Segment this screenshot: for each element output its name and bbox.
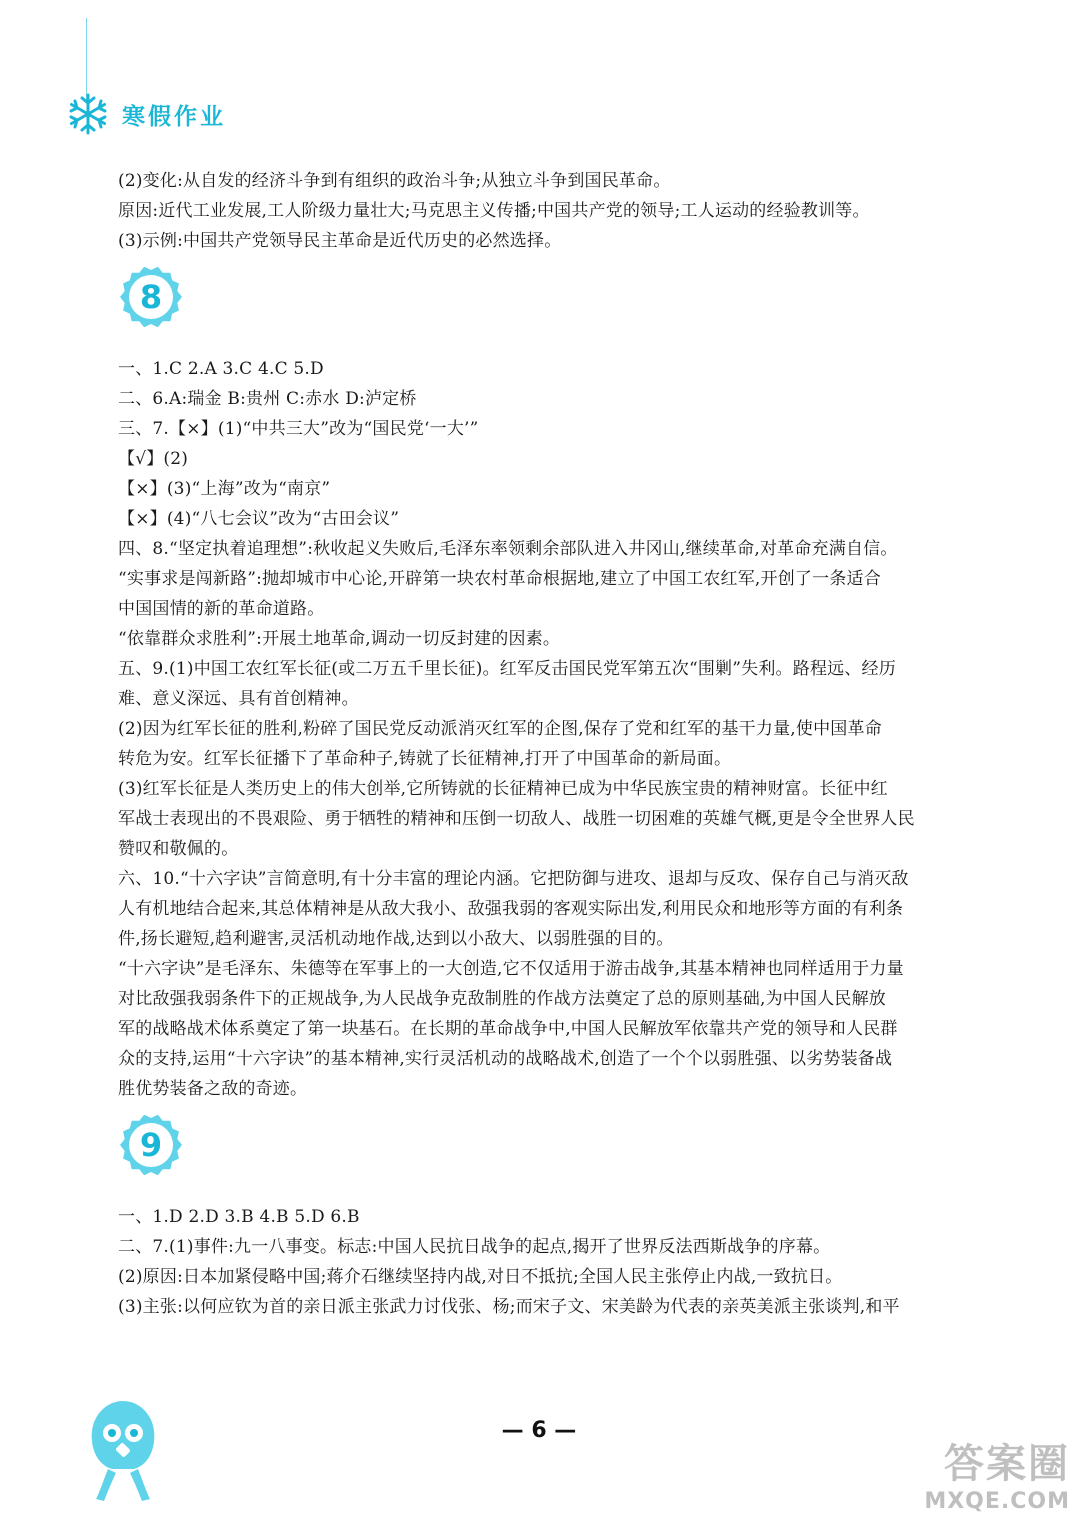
answer-line: 【×】(4)“八七会议”改为“古田会议” <box>118 509 400 529</box>
answer-line: 中国国情的新的革命道路。 <box>118 599 325 619</box>
answer-line: “实事求是闯新路”:抛却城市中心论,开辟第一块农村革命根据地,建立了中国工农红军,开创了一条适合 <box>118 569 881 589</box>
answer-line: 对比敌强我弱条件下的正规战争,为人民战争克敌制胜的作战方法奠定了总的原则基础,为中国人民解放 <box>118 989 887 1009</box>
answer-line: (3)示例:中国共产党领导民主革命是近代历史的必然选择。 <box>118 231 562 251</box>
answer-line: (2)因为红军长征的胜利,粉碎了国民党反动派消灭红军的企图,保存了党和红军的基干力量,使中国革命 <box>118 719 882 739</box>
answer-line: 件,扬长避短,趋利避害,灵活机动地作战,达到以小敌大、以弱胜强的目的。 <box>118 929 674 949</box>
section-number-badge <box>118 1112 184 1178</box>
snowflake-icon <box>66 92 110 136</box>
answer-line: 六、10.“十六字诀”言简意明,有十分丰富的理论内涵。它把防御与进攻、退却与反攻、保存自己与消灭敌 <box>118 869 909 889</box>
answer-line: 原因:近代工业发展,工人阶级力量壮大;马克思主义传播;中国共产党的领导;工人运动的经验教训等。 <box>118 201 870 221</box>
answer-line: 【×】(3)“上海”改为“南京” <box>118 479 331 499</box>
answer-line: 二、6.A:瑞金 B:贵州 C:赤水 D:泸定桥 <box>118 389 417 409</box>
answer-line: 一、1.D 2.D 3.B 4.B 5.D 6.B <box>118 1207 360 1227</box>
answer-line: 转危为安。红军长征播下了革命种子,铸就了长征精神,打开了中国革命的新局面。 <box>118 749 732 769</box>
answer-line: 胜优势装备之敌的奇迹。 <box>118 1079 308 1099</box>
answer-line: 一、1.C 2.A 3.C 4.C 5.D <box>118 359 324 379</box>
page-header <box>66 92 226 136</box>
section-number-badge <box>118 264 184 330</box>
section-badge-row <box>118 264 978 354</box>
watermark-url: MXQE.COM <box>924 1489 1070 1514</box>
section-badge-row <box>118 1112 978 1202</box>
answer-line: (2)变化:从自发的经济斗争到有组织的政治斗争;从独立斗争到国民革命。 <box>118 171 671 191</box>
mascot-icon <box>86 1395 161 1505</box>
answer-line: (3)红军长征是人类历史上的伟大创举,它所铸就的长征精神已成为中华民族宝贵的精神财富。长征中红 <box>118 779 888 799</box>
section-number: 8 <box>139 278 163 316</box>
page-number: — 6 — <box>501 1418 577 1443</box>
watermark-logo <box>900 1440 1070 1530</box>
answer-line: (2)原因:日本加紧侵略中国;蒋介石继续坚持内战,对日不抵抗;全国人民主张停止内战,一致抗日。 <box>118 1267 843 1287</box>
section-number: 9 <box>139 1126 163 1164</box>
answer-line: 五、9.(1)中国工农红军长征(或二万五千里长征)。红军反击国民党军第五次“围剿”失利。路程远、经历 <box>118 659 896 679</box>
answer-line: 赞叹和敬佩的。 <box>118 839 239 859</box>
watermark-text: 答案圈 <box>944 1441 1070 1487</box>
answer-line: 众的支持,运用“十六字诀”的基本精神,实行灵活机动的战略战术,创造了一个个以弱胜强、以劣势装备战 <box>118 1049 893 1069</box>
answer-line: 【√】(2) <box>118 449 189 469</box>
answer-line: 人有机地结合起来,其总体精神是从敌大我小、敌强我弱的客观实际出发,利用民众和地形等方面的有利条 <box>118 899 904 919</box>
answer-line: 二、7.(1)事件:九一八事变。标志:中国人民抗日战争的起点,揭开了世界反法西斯战争的序幕。 <box>118 1237 831 1257</box>
answer-line: (3)主张:以何应钦为首的亲日派主张武力讨伐张、杨;而宋子文、宋美龄为代表的亲英美派主张谈判,和平 <box>118 1297 900 1317</box>
answer-line: 军的战略战术体系奠定了第一块基石。在长期的革命战争中,中国人民解放军依靠共产党的领导和人民群 <box>118 1019 898 1039</box>
answer-line: 四、8.“坚定执着追理想”:秋收起义失败后,毛泽东率领剩余部队进入井冈山,继续革命,对革命充满自信。 <box>118 539 898 559</box>
decorative-line <box>86 18 87 103</box>
answer-line: “依靠群众求胜利”:开展土地革命,调动一切反封建的因素。 <box>118 629 561 649</box>
header-title: 寒假作业 <box>122 103 226 130</box>
answer-line: 军战士表现出的不畏艰险、勇于牺牲的精神和压倒一切敌人、战胜一切困难的英雄气概,更是令全世界人民 <box>118 809 915 829</box>
answer-content <box>118 166 978 1330</box>
answer-line: “十六字诀”是毛泽东、朱德等在军事上的一大创造,它不仅适用于游击战争,其基本精神也同样适用于力量 <box>118 959 904 979</box>
answer-line: 难、意义深远、具有首创精神。 <box>118 689 359 709</box>
answer-line: 三、7.【×】(1)“中共三大”改为“国民党‘一大’” <box>118 419 479 439</box>
